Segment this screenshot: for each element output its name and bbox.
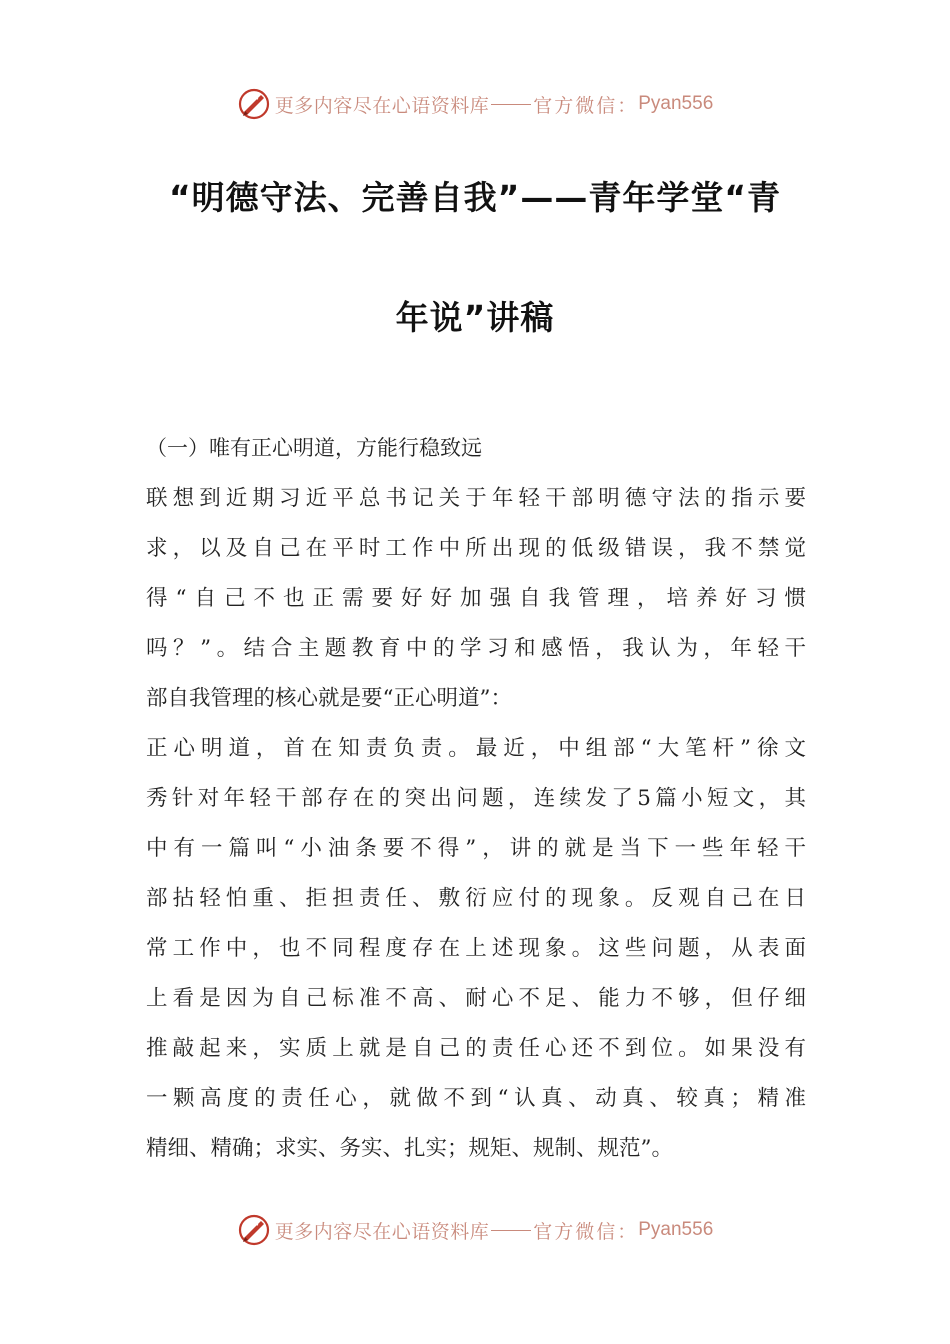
header-watermark [0, 82, 950, 126]
watermark-dash [491, 1230, 531, 1231]
body-line: 正心明道，首在知责负责。最近，中组部“大笔杆”徐文 [146, 736, 806, 761]
body-line: 求，以及自己在平时工作中所出现的低级错误，我不禁觉 [146, 536, 806, 561]
watermark-text: 更多内容尽在心语资料库 [274, 1220, 490, 1243]
section-heading: （一）唯有正心明道，方能行稳致远 [146, 436, 482, 460]
body-line: 中有一篇叫“小油条要不得”，讲的就是当下一些年轻干 [146, 836, 806, 861]
body-line: 得“自己不也正需要好好加强自我管理，培养好习惯 [146, 586, 806, 611]
watermark-wechat-id: Pyan556 [638, 1219, 714, 1240]
watermark-wechat-id: Pyan556 [638, 93, 714, 114]
watermark-wechat-label: 官方微信： [533, 94, 639, 117]
watermark-dash [491, 104, 531, 105]
body-line: 联想到近期习近平总书记关于年轻干部明德守法的指示要 [146, 486, 806, 511]
pen-logo-icon [237, 87, 271, 121]
watermark-wechat-label: 官方微信： [533, 1220, 639, 1243]
body-line: 一颗高度的责任心，就做不到“认真、动真、较真；精准 [146, 1086, 806, 1111]
footer-watermark [0, 1208, 950, 1252]
document-title-line-2: 年说”讲稿 [395, 298, 555, 337]
watermark-text: 更多内容尽在心语资料库 [274, 94, 490, 117]
body-line: 吗？”。结合主题教育中的学习和感悟，我认为，年轻干 [146, 636, 806, 661]
body-line: 上看是因为自己标准不高、耐心不足、能力不够，但仔细 [146, 986, 806, 1011]
body-line: 精细、精确；求实、务实、扎实；规矩、规制、规范”。 [146, 1136, 673, 1161]
body-line: 推敲起来，实质上就是自己的责任心还不到位。如果没有 [146, 1036, 806, 1061]
document-title-line-1: “明德守法、完善自我”——青年学堂“青 [168, 178, 782, 217]
body-line: 常工作中，也不同程度存在上述现象。这些问题，从表面 [146, 936, 806, 961]
pen-logo-icon [237, 1213, 271, 1247]
body-line: 秀针对年轻干部存在的突出问题，连续发了5篇小短文，其 [146, 786, 806, 811]
body-line: 部拈轻怕重、拒担责任、敷衍应付的现象。反观自己在日 [146, 886, 806, 911]
body-line: 部自我管理的核心就是要“正心明道”： [146, 686, 512, 711]
